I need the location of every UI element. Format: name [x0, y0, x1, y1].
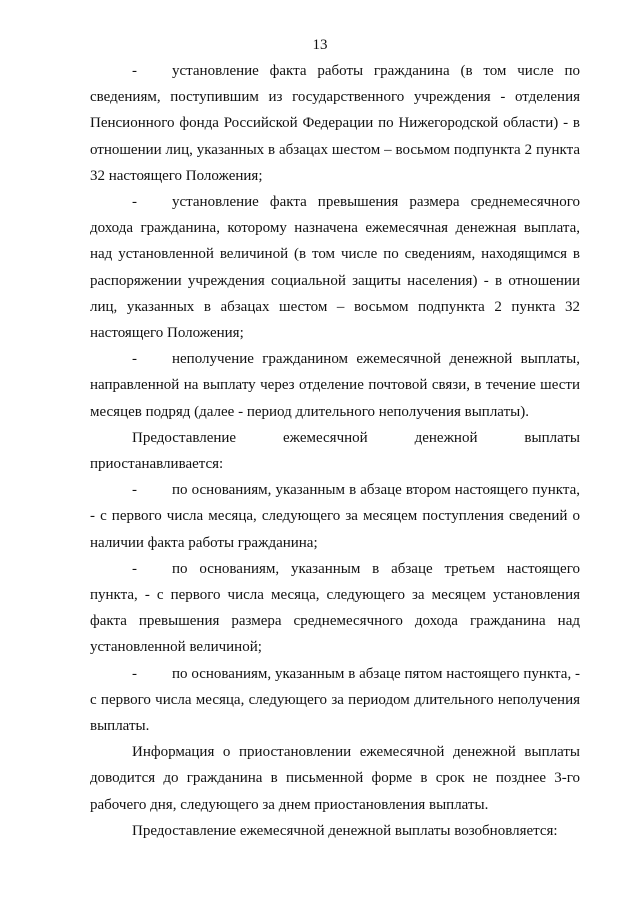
paragraph-text: установление факта работы гражданина (в том числе по сведениям, поступившим из государственного учреждения - отделения Пенсионного фонда Российской Федерации по Нижегородской области) - в отношении лиц, указанных в абзацах шестом – восьмом подпункта 2 пункта 32 настоящего Положения;: [90, 63, 580, 184]
paragraph-notification: Информация о приостановлении ежемесячной денежной выплаты доводится до гражданина в письменной форме в срок не позднее 3-го рабочего дня, следующего за днем приостановления выплаты.: [90, 744, 580, 813]
paragraph-suspension-non-receipt: [90, 661, 580, 740]
paragraph-suspension-intro: Предоставление ежемесячной денежной выплаты приостанавливается:: [90, 429, 580, 473]
page-number: 13: [312, 37, 328, 53]
paragraph-suspension-income: [90, 556, 580, 661]
list-dash: -: [132, 482, 137, 499]
list-dash: -: [132, 194, 137, 211]
paragraph-text: неполучение гражданином ежемесячной денежной выплаты, направленной на выплату через отделение почтовой связи, в течение шести месяцев подряд (далее - период длительного неполучения выплаты).: [90, 351, 580, 420]
list-dash: -: [132, 351, 137, 368]
paragraph-suspension-work: [90, 477, 580, 556]
list-dash: -: [132, 63, 137, 79]
list-dash: -: [132, 560, 137, 577]
paragraph-resumption-intro: Предоставление ежемесячной денежной выплаты возобновляется:: [132, 822, 558, 839]
paragraph-text: по основаниям, указанным в абзаце пятом настоящего пункта, - с первого числа месяца, следующего за периодом длительного неполучения выплаты.: [90, 665, 580, 735]
paragraph-income-excess: [90, 189, 580, 346]
paragraph-non-receipt: [90, 346, 580, 425]
paragraph-work-fact: [90, 58, 580, 189]
document-body: [90, 58, 580, 844]
paragraph-text: по основаниям, указанным в абзаце втором настоящего пункта, - с первого числа месяца, следующего за месяцем поступления сведений о наличии факта работы гражданина;: [90, 482, 580, 551]
list-dash: -: [132, 665, 137, 682]
paragraph-text: по основаниям, указанным в абзаце третьем настоящего пункта, - с первого числа месяца, следующего за месяцем установления факта превышения размера среднемесячного дохода гражданина над установленной величиной;: [90, 560, 580, 656]
paragraph-text: установление факта превышения размера среднемесячного дохода гражданина, которому назначена ежемесячная денежная выплата, над установленной величиной (в том числе по сведениям, находящимся в распоряжении учреждения социальной защиты населения) - в отношении лиц, указанных в абзацах шестом – восьмом подпункта 2 пункта 32 настоящего Положения;: [90, 194, 580, 342]
